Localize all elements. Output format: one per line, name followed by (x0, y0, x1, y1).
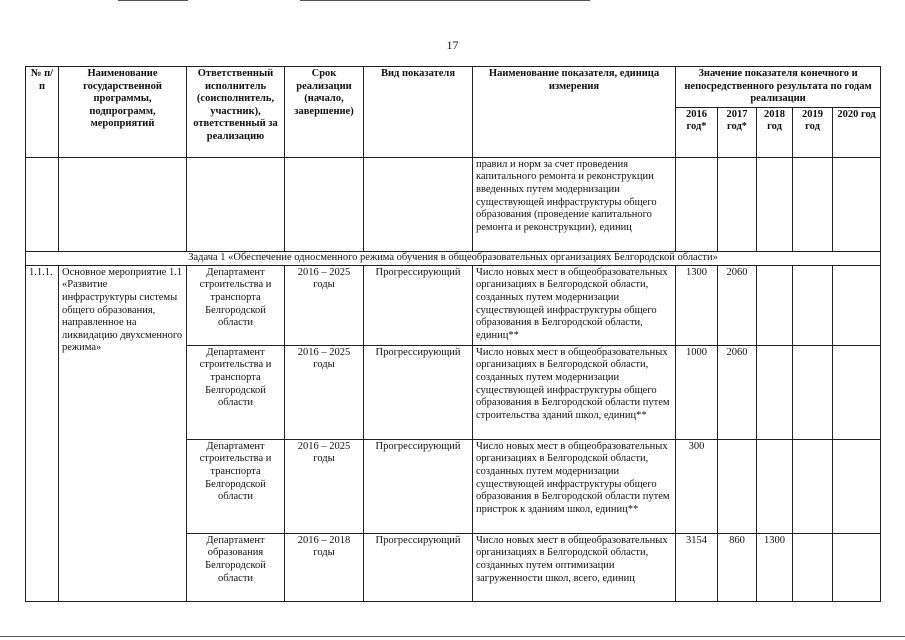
responsible-cell: Департамент образования Белгородской области (187, 533, 285, 601)
term-cell: 2016 – 2018 годы (285, 533, 364, 601)
indicators-table (25, 66, 881, 602)
header-row (26, 67, 881, 108)
value-cell-2020 (833, 265, 881, 345)
task-row (26, 251, 881, 265)
year-header: 2017 год* (718, 107, 757, 157)
value-cell (676, 157, 718, 251)
col-header-type: Вид показателя (364, 67, 473, 158)
cell-empty (26, 157, 59, 251)
cell-empty (364, 157, 473, 251)
value-cell-2019 (793, 345, 833, 439)
table-row (26, 265, 881, 345)
value-cell-2020 (833, 533, 881, 601)
value-cell (718, 157, 757, 251)
value-cell-2018 (757, 345, 793, 439)
year-header: 2020 год (833, 107, 881, 157)
responsible-cell: Департамент строительства и транспорта Белгородской области (187, 265, 285, 345)
indicator-cell: правил и норм за счет проведения капитального ремонта и реконструкции введенных путем модернизации существующей инфраструктуры общего образования (проведение капитального ремонта и реконструкции), единиц (473, 157, 676, 251)
value-cell-2020 (833, 345, 881, 439)
measure-number: 1.1.1. (26, 265, 59, 601)
col-header-values-group: Значение показателя конечного и непосредственного результата по годам реализации (676, 67, 881, 108)
value-cell-2019 (793, 533, 833, 601)
type-cell: Прогрессирующий (364, 439, 473, 533)
cell-empty (285, 157, 364, 251)
cell-empty (187, 157, 285, 251)
value-cell-2016: 3154 (676, 533, 718, 601)
term-cell: 2016 – 2025 годы (285, 345, 364, 439)
value-cell-2017 (718, 439, 757, 533)
value-cell-2020 (833, 439, 881, 533)
col-header-num: № п/п (26, 67, 59, 158)
value-cell-2016: 1300 (676, 265, 718, 345)
term-cell: 2016 – 2025 годы (285, 265, 364, 345)
year-header: 2019 год (793, 107, 833, 157)
top-scan-line (118, 0, 188, 1)
top-scan-line (300, 0, 590, 1)
value-cell-2017: 2060 (718, 265, 757, 345)
year-header: 2018 год (757, 107, 793, 157)
indicator-cell: Число новых мест в общеобразовательных организациях в Белгородской области, созданных путем оптимизации загруженности школ, всего, единиц (473, 533, 676, 601)
value-cell-2016: 1000 (676, 345, 718, 439)
cell-empty (59, 157, 187, 251)
value-cell-2019 (793, 439, 833, 533)
task-title: Задача 1 «Обеспечение односменного режима обучения в общеобразовательных организациях Белгородской области» (26, 251, 881, 265)
value-cell-2018 (757, 439, 793, 533)
continuation-row (26, 157, 881, 251)
value-cell-2016: 300 (676, 439, 718, 533)
value-cell-2019 (793, 265, 833, 345)
value-cell (757, 157, 793, 251)
col-header-responsible: Ответственный исполнитель (соисполнитель, участник), ответственный за реализацию (187, 67, 285, 158)
bottom-scan-line (0, 636, 905, 637)
value-cell (793, 157, 833, 251)
col-header-name: Наименование государственной программы, подпрограмм, мероприятий (59, 67, 187, 158)
value-cell-2018 (757, 265, 793, 345)
type-cell: Прогрессирующий (364, 265, 473, 345)
indicator-cell: Число новых мест в общеобразовательных организациях в Белгородской области, созданных путем модернизации существующей инфраструктуры общего образования в Белгородской области, единиц** (473, 265, 676, 345)
indicator-cell: Число новых мест в общеобразовательных организациях в Белгородской области, созданных путем модернизации существующей инфраструктуры общего образования в Белгородской области путем строительства зданий школ, единиц** (473, 345, 676, 439)
responsible-cell: Департамент строительства и транспорта Белгородской области (187, 439, 285, 533)
type-cell: Прогрессирующий (364, 345, 473, 439)
measure-name: Основное мероприятие 1.1 «Развитие инфраструктуры системы общего образования, направленное на ликвидацию двухсменного режима» (59, 265, 187, 601)
page-number: 17 (446, 38, 459, 52)
indicator-cell: Число новых мест в общеобразовательных организациях в Белгородской области, созданных путем модернизации существующей инфраструктуры общего образования в Белгородской области путем пристрок к зданиям школ, единиц** (473, 439, 676, 533)
type-cell: Прогрессирующий (364, 533, 473, 601)
year-header: 2016 год* (676, 107, 718, 157)
term-cell: 2016 – 2025 годы (285, 439, 364, 533)
col-header-indicator: Наименование показателя, единица измерения (473, 67, 676, 158)
value-cell-2017: 860 (718, 533, 757, 601)
value-cell-2017: 2060 (718, 345, 757, 439)
responsible-cell: Департамент строительства и транспорта Белгородской области (187, 345, 285, 439)
value-cell-2018: 1300 (757, 533, 793, 601)
value-cell (833, 157, 881, 251)
col-header-term: Срок реализации (начало, завершение) (285, 67, 364, 158)
